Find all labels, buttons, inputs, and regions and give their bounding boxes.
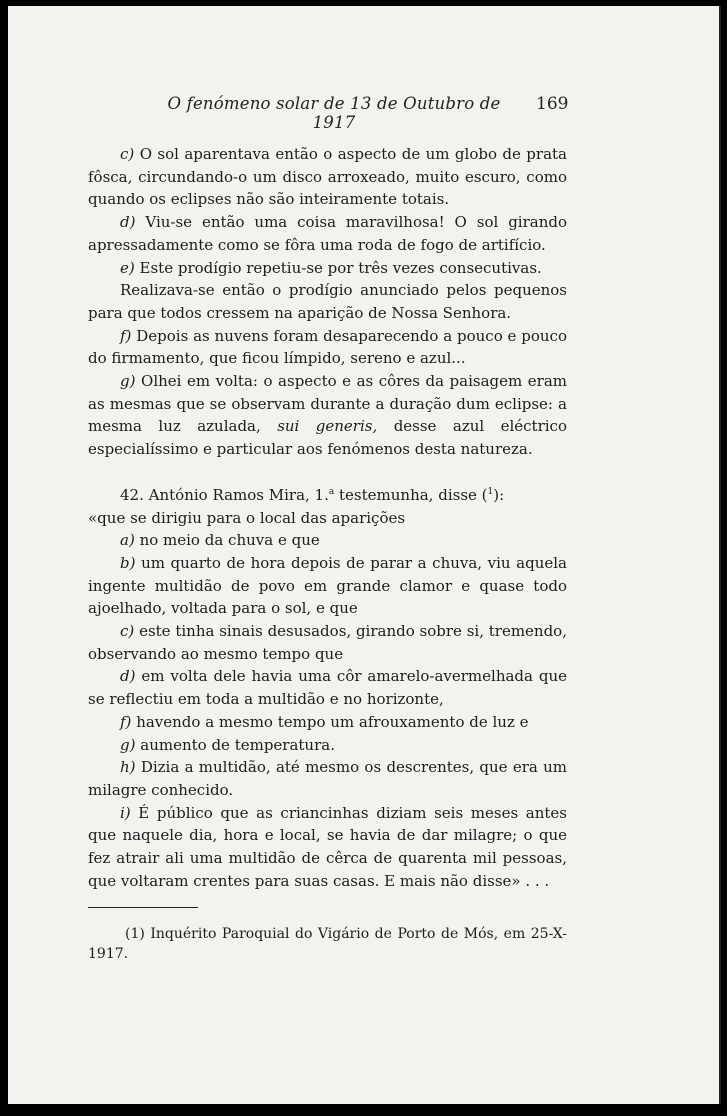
list-item: h) Dizia a multidão, até mesmo os descrentes, que era um milagre conhecido. [88, 758, 567, 799]
list-item: d) Viu-se então uma coisa maravilhosa! O sol girando apressadamente como se fôra uma roda de fogo de artifício. [88, 213, 567, 254]
paragraph: Realizava-se então o prodígio anunciado pelos pequenos para que todos cressem na aparição de Nossa Senhora. [88, 281, 567, 322]
list-item: g) Olhei em volta: o aspecto e as côres da paisagem eram as mesmas que se observam durante a duração dum eclipse: a mesma luz azulada, sui generis, desse azul eléctrico especialíssimo e particular aos fenómenos desta natureza. [88, 372, 567, 459]
list-item: g) aumento de temperatura. [120, 735, 335, 754]
list-item: i) É público que as criancinhas diziam seis meses antes que naquele dia, hora e local, se havia de dar milagre; o que fez atrair ali uma multidão de cêrca de quarenta mil pessoas, que voltaram crentes para suas casas. E mais não disse» . . . [88, 803, 567, 890]
list-item: f) havendo a mesmo tempo um afrouxamento de luz e [120, 712, 529, 731]
paragraph: «que se dirigiu para o local das aparições [88, 508, 406, 527]
list-item: c) este tinha sinais desusados, girando sobre si, tremendo, observando ao mesmo tempo que [88, 622, 567, 663]
witness-statement: 42. António Ramos Mira, 1.$^a$ testemunha, disse ($^1$): [120, 485, 505, 504]
footnote-ref[interactable]: 1 [487, 486, 494, 497]
page-body [88, 143, 567, 893]
list-item: a) no meio da chuva e que [120, 531, 320, 550]
page-number: 169 [536, 94, 569, 114]
list-item: e) Este prodígio repetiu-se por três vezes consecutivas. [120, 258, 542, 277]
footnote-text: Inquérito Paroquial do Vigário de Porto de Mós, em 25-X-1917. [88, 926, 567, 962]
footnote [88, 924, 567, 964]
book-page [8, 6, 721, 1104]
page-header [8, 94, 719, 132]
footnote-marker: (1) [125, 926, 145, 942]
running-title: O fenómeno solar de 13 de Outubro de 1917 [167, 94, 501, 132]
list-item: c) O sol aparentava então o aspecto de um globo de prata fôsca, circundando-o um disco arroxeado, muito escuro, como quando os eclipses não são inteiramente totais. [88, 145, 567, 209]
list-item: f) Depois as nuvens foram desaparecendo a pouco e pouco do firmamento, que ficou límpido, sereno e azul... [88, 326, 567, 368]
list-item: b) um quarto de hora depois de parar a chuva, viu aquela ingente multidão de povo em grande clamor e quase todo ajoelhado, voltada para o sol, e que [88, 553, 567, 618]
footnote-divider [88, 907, 198, 908]
list-item: d) em volta dele havia uma côr amarelo-avermelhada que se reflectiu em toda a multidão e no horizonte, [88, 667, 567, 709]
